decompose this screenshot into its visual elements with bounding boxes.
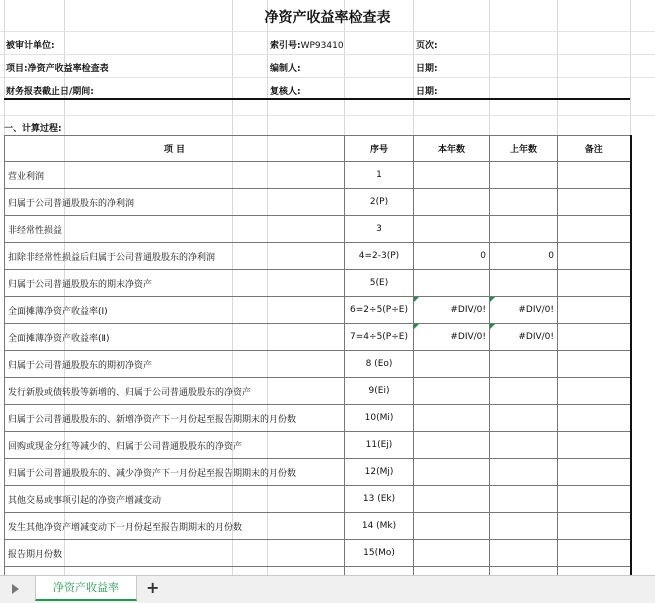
cell-note[interactable] — [558, 324, 631, 351]
add-sheet-icon[interactable]: + — [146, 578, 160, 597]
cell-seq[interactable]: 5(E) — [345, 270, 414, 297]
reviewer-label: 复核人: — [270, 87, 301, 97]
col-header-item[interactable]: 项 目 — [5, 136, 345, 162]
col-header-previous[interactable]: 上年数 — [490, 136, 558, 162]
cell-current[interactable] — [414, 351, 490, 378]
index-label: 索引号: — [270, 41, 301, 51]
cell-item[interactable]: 发生其他净资产增减变动下一月份起至报告期期末的月份数 — [5, 513, 345, 540]
table-row — [5, 216, 631, 243]
cell-seq[interactable]: 6=2÷5(P÷E) — [345, 297, 414, 324]
cell-current[interactable] — [414, 459, 490, 486]
cell-seq[interactable]: 15(Mo) — [345, 540, 414, 567]
sheet-title: 净资产收益率检查表 — [264, 10, 391, 26]
cell-seq[interactable]: 9(Ei) — [345, 378, 414, 405]
table-row — [5, 432, 631, 459]
cell-note[interactable] — [558, 216, 631, 243]
grid-line — [0, 31, 655, 32]
cell-previous[interactable] — [490, 378, 558, 405]
cell-current[interactable] — [414, 405, 490, 432]
table-row — [5, 297, 631, 324]
cell-item[interactable]: 扣除非经常性损益后归属于公司普通股股东的净利润 — [5, 243, 345, 270]
table-row — [5, 243, 631, 270]
cell-note[interactable] — [558, 432, 631, 459]
preparer-label: 编制人: — [270, 64, 301, 74]
cell-seq[interactable]: 7=4÷5(P÷E) — [345, 324, 414, 351]
cell-seq[interactable]: 3 — [345, 216, 414, 243]
cell-note[interactable] — [558, 297, 631, 324]
cell-previous[interactable] — [490, 540, 558, 567]
cell-previous[interactable] — [490, 162, 558, 189]
cell-note[interactable] — [558, 162, 631, 189]
cell-previous[interactable] — [490, 270, 558, 297]
table-row — [5, 486, 631, 513]
table-row — [5, 405, 631, 432]
cell-item[interactable]: 全面摊薄净资产收益率(Ⅱ) — [5, 324, 345, 351]
item-label: 项目: — [6, 64, 28, 74]
table-row — [5, 324, 631, 351]
table-row — [5, 189, 631, 216]
col-header-current[interactable]: 本年数 — [414, 136, 490, 162]
table-row — [5, 513, 631, 540]
cell-current[interactable] — [414, 540, 490, 567]
sheet-tab-bar — [0, 575, 655, 603]
cell-note[interactable] — [558, 378, 631, 405]
cell-seq[interactable]: 2(P) — [345, 189, 414, 216]
col-header-note[interactable]: 备注 — [558, 136, 631, 162]
table-row — [5, 378, 631, 405]
play-icon[interactable] — [12, 584, 19, 594]
cell-item[interactable]: 营业利润 — [5, 162, 345, 189]
cell-current[interactable] — [414, 189, 490, 216]
cell-current[interactable] — [414, 486, 490, 513]
cell-item[interactable]: 发行新股或债转股等新增的、归属于公司普通股股东的净资产 — [5, 378, 345, 405]
cell-item[interactable]: 非经常性损益 — [5, 216, 345, 243]
table-header-row — [5, 136, 631, 162]
cell-note[interactable] — [558, 459, 631, 486]
item-value: 净资产收益率检查表 — [27, 64, 109, 74]
date-label-2: 日期: — [416, 87, 438, 97]
grid-line — [0, 77, 655, 78]
cell-previous[interactable] — [490, 189, 558, 216]
cell-current[interactable]: #DIV/0! — [414, 297, 490, 324]
cell-seq[interactable]: 12(Mj) — [345, 459, 414, 486]
cell-item[interactable]: 归属于公司普通股股东的期初净资产 — [5, 351, 345, 378]
cell-item[interactable]: 归属于公司普通股股东的净利润 — [5, 189, 345, 216]
table-row — [5, 459, 631, 486]
index-value: WP93410 — [300, 41, 344, 51]
cell-item[interactable]: 归属于公司普通股股东的期末净资产 — [5, 270, 345, 297]
cell-seq[interactable]: 11(Ej) — [345, 432, 414, 459]
divider — [4, 98, 630, 100]
table-row — [5, 270, 631, 297]
cell-previous[interactable] — [490, 459, 558, 486]
auditee-label: 被审计单位: — [6, 41, 55, 51]
cell-item[interactable]: 报告期月份数 — [5, 540, 345, 567]
cell-seq[interactable]: 14 (Mk) — [345, 513, 414, 540]
cell-previous[interactable]: #DIV/0! — [490, 297, 558, 324]
cell-seq[interactable]: 8 (Eo) — [345, 351, 414, 378]
cell-current[interactable] — [414, 162, 490, 189]
grid-line — [0, 54, 655, 55]
cell-note[interactable] — [558, 351, 631, 378]
cell-seq[interactable]: 13 (Ek) — [345, 486, 414, 513]
table-row — [5, 540, 631, 567]
cell-current[interactable]: 0 — [414, 243, 490, 270]
cell-current[interactable] — [414, 216, 490, 243]
cell-note[interactable] — [558, 540, 631, 567]
cell-item[interactable]: 归属于公司普通股股东的、减少净资产下一月份起至报告期期末的月份数 — [5, 459, 345, 486]
cell-item[interactable]: 归属于公司普通股股东的、新增净资产下一月份起至报告期期末的月份数 — [5, 405, 345, 432]
cell-previous[interactable] — [490, 405, 558, 432]
cell-note[interactable] — [558, 243, 631, 270]
cell-note[interactable] — [558, 513, 631, 540]
cell-previous[interactable] — [490, 216, 558, 243]
cell-previous[interactable] — [490, 486, 558, 513]
col-header-seq[interactable]: 序号 — [345, 136, 414, 162]
cell-previous[interactable] — [490, 351, 558, 378]
cell-current[interactable] — [414, 513, 490, 540]
section-title: 一、计算过程: — [4, 124, 62, 134]
cell-seq[interactable]: 10(Mi) — [345, 405, 414, 432]
cell-previous[interactable] — [490, 513, 558, 540]
item-field[interactable] — [6, 61, 109, 74]
cell-current[interactable] — [414, 270, 490, 297]
calculation-table — [4, 135, 632, 594]
sheet-tab-active[interactable]: 净资产收益率 — [35, 576, 137, 601]
cell-current[interactable] — [414, 378, 490, 405]
cell-note[interactable] — [558, 189, 631, 216]
cell-previous[interactable]: #DIV/0! — [490, 324, 558, 351]
table-row — [5, 162, 631, 189]
page-label: 页次: — [416, 41, 438, 51]
cell-current[interactable]: #DIV/0! — [414, 324, 490, 351]
period-label: 财务报表截止日/期间: — [6, 87, 94, 97]
grid-line — [0, 115, 655, 116]
cell-note[interactable] — [558, 270, 631, 297]
cell-item[interactable]: 回购或现金分红等减少的、归属于公司普通股股东的净资产 — [5, 432, 345, 459]
cell-item[interactable]: 全面摊薄净资产收益率(Ⅰ) — [5, 297, 345, 324]
cell-seq[interactable]: 1 — [345, 162, 414, 189]
table-row — [5, 351, 631, 378]
cell-current[interactable] — [414, 432, 490, 459]
cell-seq[interactable]: 4=2-3(P) — [345, 243, 414, 270]
index-field[interactable] — [270, 38, 344, 51]
cell-previous[interactable] — [490, 432, 558, 459]
cell-note[interactable] — [558, 486, 631, 513]
date-label-1: 日期: — [416, 64, 438, 74]
cell-note[interactable] — [558, 405, 631, 432]
cell-item[interactable]: 其他交易或事项引起的净资产增减变动 — [5, 486, 345, 513]
cell-previous[interactable]: 0 — [490, 243, 558, 270]
